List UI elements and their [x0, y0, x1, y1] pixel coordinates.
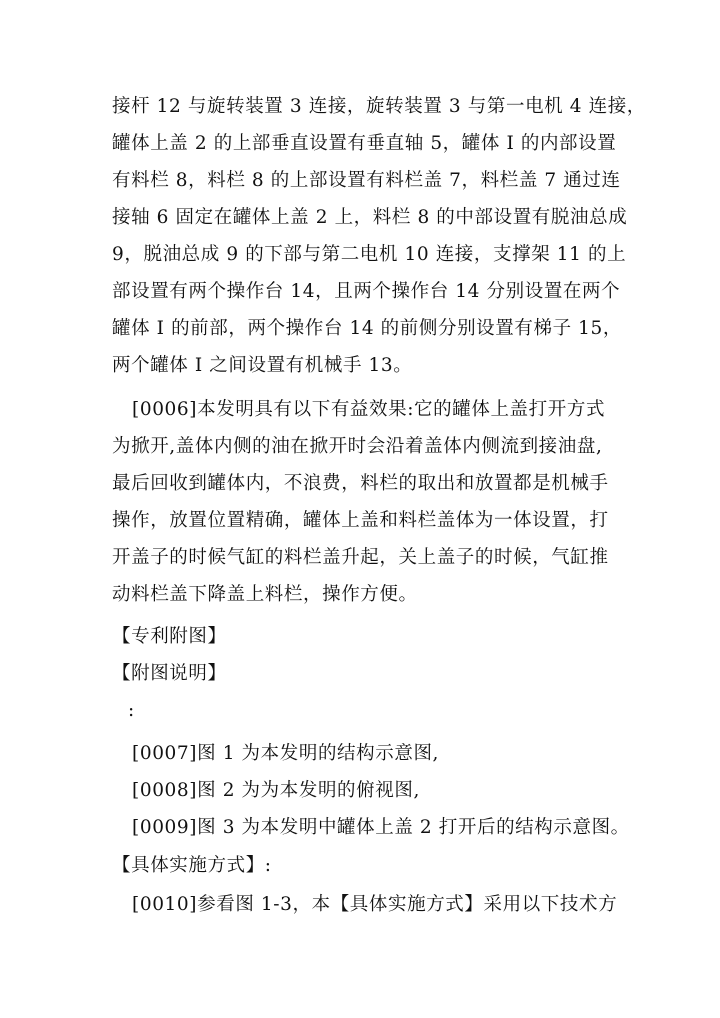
paragraph-0007: [0007]图 1 为本发明的结构示意图, — [132, 743, 440, 764]
text-line: 罐体 I 的前部，两个操作台 14 的前侧分别设置有梯子 15， — [112, 318, 622, 339]
section-heading-patent-drawings: 【专利附图】 — [112, 626, 227, 647]
paragraph-0006-start: [0006]本发明具有以下有益效果:它的罐体上盖打开方式 — [132, 399, 606, 420]
paragraph-0010-start: [0010]参看图 1-3，本【具体实施方式】采用以下技术方 — [132, 894, 618, 915]
text-line: 罐体上盖 2 的上部垂直设置有垂直轴 5，罐体 I 的内部设置 — [112, 133, 617, 154]
text-line: 两个罐体 I 之间设置有机械手 13。 — [112, 355, 413, 376]
colon-line: : — [128, 700, 135, 721]
text-line: 部设置有两个操作台 14，且两个操作台 14 分别设置在两个 — [112, 281, 621, 302]
text-line: 操作，放置位置精确，罐体上盖和料栏盖体为一体设置，打 — [112, 510, 609, 531]
text-line: 9，脱油总成 9 的下部与第二电机 10 连接，支撑架 11 的上 — [112, 244, 627, 265]
section-heading-embodiment: 【具体实施方式】: — [112, 855, 272, 876]
text-line: 最后回收到罐体内，不浪费，料栏的取出和放置都是机械手 — [112, 473, 609, 494]
paragraph-0009: [0009]图 3 为本发明中罐体上盖 2 打开后的结构示意图。 — [132, 817, 630, 838]
text-line: 接杆 12 与旋转装置 3 连接，旋转装置 3 与第一电机 4 连接， — [112, 96, 646, 117]
section-heading-drawing-description: 【附图说明】 — [112, 663, 227, 684]
text-line: 动料栏盖下降盖上料栏，操作方便。 — [112, 584, 418, 605]
text-line: 为掀开,盖体内侧的油在掀开时会沿着盖体内侧流到接油盘, — [112, 436, 603, 457]
text-line: 接轴 6 固定在罐体上盖 2 上，料栏 8 的中部设置有脱油总成 — [112, 207, 628, 228]
text-line: 开盖子的时候气缸的料栏盖升起，关上盖子的时候，气缸推 — [112, 547, 609, 568]
paragraph-0008: [0008]图 2 为为本发明的俯视图, — [132, 780, 420, 801]
text-line: 有料栏 8，料栏 8 的上部设置有料栏盖 7，料栏盖 7 通过连 — [112, 170, 621, 191]
